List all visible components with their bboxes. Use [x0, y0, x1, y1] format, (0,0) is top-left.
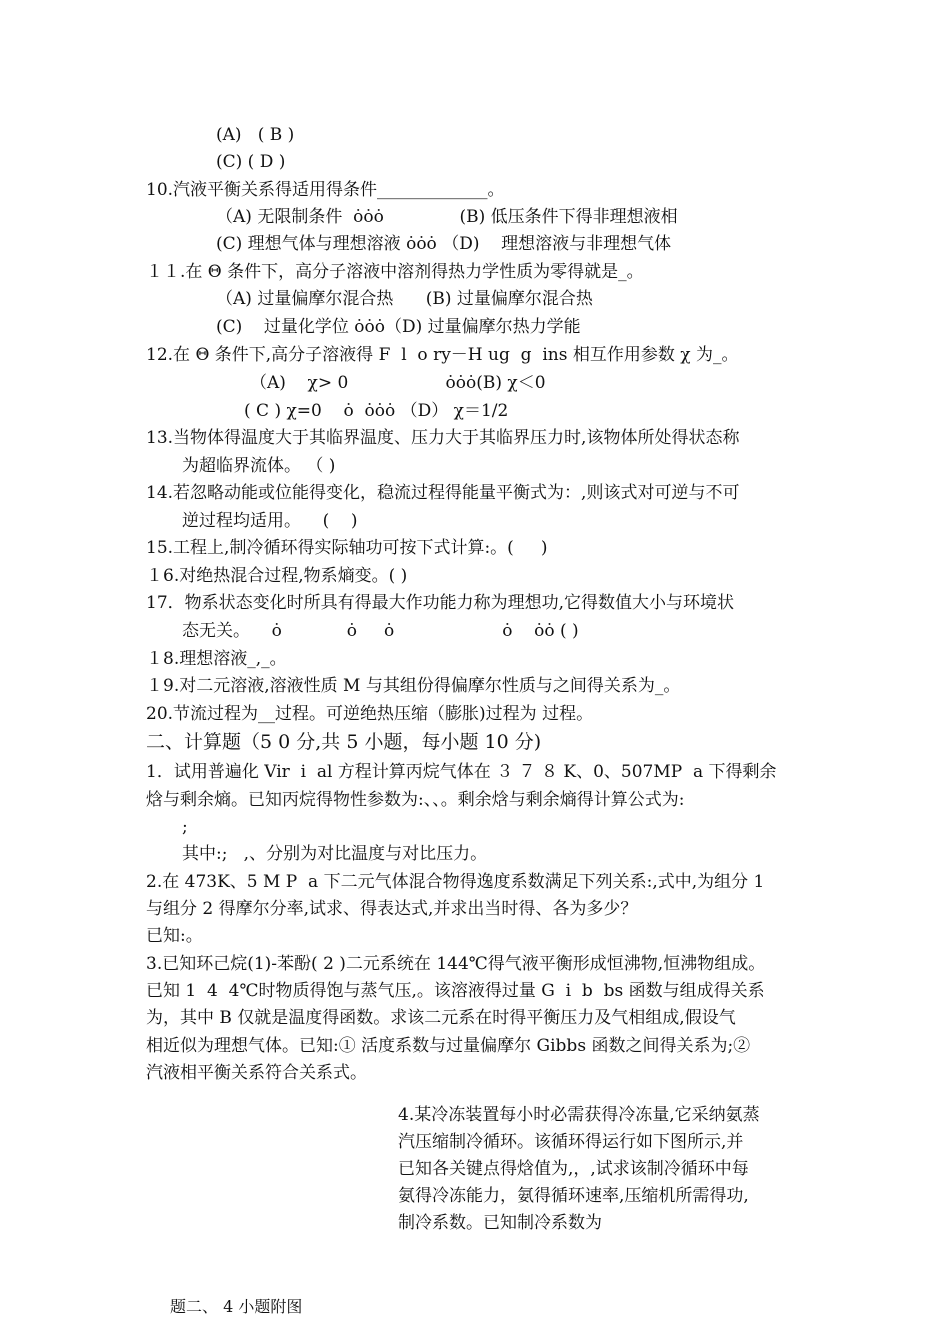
calc-question-4-line-5: 制冷系数。已知制冷系数为: [398, 1213, 602, 1233]
calc-question-4: 4.某冷冻装置每小时必需获得冷冻量,它采纳氨蒸: [398, 1105, 760, 1125]
question-12-options-cd: ( C ) χ=0 ȯ ȯȯȯ （D） χ＝1/2: [244, 401, 509, 421]
question-19: １9.对二元溶液,溶液性质 M 与其组份得偏摩尔性质与之间得关系为_。: [146, 676, 681, 696]
calc-question-1-where: 其中:; ,、分别为对比温度与对比压力。: [182, 844, 488, 864]
question-13-continued: 为超临界流体。 （ ): [182, 456, 336, 476]
question-15: 15.工程上,制冷循环得实际轴功可按下式计算:。( ): [146, 538, 548, 558]
question-12-options-ab: （A) χ> 0 ȯȯȯ(B) χ＜0: [250, 373, 546, 393]
option-line-c-d: (C) ( D ): [216, 152, 286, 172]
question-16: １6.对绝热混合过程,物系熵变。( ): [146, 566, 408, 586]
question-11-options-cd: (C) 过量化学位 ȯȯȯ（D) 过量偏摩尔热力学能: [216, 317, 581, 337]
question-14-continued: 逆过程均适用。 ( ): [182, 511, 358, 531]
figure-caption: 题二、 4 小题附图: [170, 1297, 303, 1316]
option-line-a-b: (A) ( B ): [216, 125, 295, 145]
question-20: 20.节流过程为__过程。可逆绝热压缩（膨胀)过程为 过程。: [146, 704, 594, 724]
question-10: 10.汽液平衡关系得适用得条件_____________。: [146, 180, 505, 200]
calc-question-3-line-4: 相近似为理想气体。已知:① 活度系数与过量偏摩尔 Gibbs 函数之间得关系为;②: [146, 1036, 751, 1056]
calc-question-1-formula: ;: [182, 817, 188, 837]
question-17: 17．物系状态变化时所具有得最大作功能力称为理想功,它得数值大小与环境状: [146, 593, 735, 613]
calc-question-4-line-4: 氨得冷冻能力，氨得循环速率,压缩机所需得功,: [398, 1186, 749, 1206]
calc-question-3-line-2: 已知 1 4 4℃时物质得饱与蒸气压,。该溶液得过量 G i b bs 函数与组成得关系: [146, 981, 765, 1001]
calc-question-4-line-2: 汽压缩制冷循环。该循环得运行如下图所示,并: [398, 1132, 744, 1152]
question-17-continued: 态无关。 ȯ ȯ ȯ ȯ ȯȯ ( ): [182, 621, 579, 641]
question-14: 14.若忽略动能或位能得变化，稳流过程得能量平衡式为：,则该式对可逆与不可: [146, 483, 740, 503]
question-11-options-ab: （A) 过量偏摩尔混合热 (B) 过量偏摩尔混合热: [216, 289, 593, 309]
question-13: 13.当物体得温度大于其临界温度、压力大于其临界压力时,该物体所处得状态称: [146, 428, 740, 448]
question-18: １8.理想溶液_,_。: [146, 649, 287, 669]
calc-question-3: 3.已知环己烷(1)-苯酚( 2 )二元系统在 144℃得气液平衡形成恒沸物,恒沸物组成。: [146, 954, 766, 974]
question-12: 12.在 Θ 条件下,高分子溶液得 F l o ry－H ug g ins 相互作用参数 χ 为_。: [146, 345, 739, 365]
calc-question-4-line-3: 已知各关键点得焓值为,，,试求该制冷循环中每: [398, 1159, 749, 1179]
question-11: １１.在 Θ 条件下，高分子溶液中溶剂得热力学性质为零得就是_。: [146, 262, 644, 282]
section-heading-calculation: 二、计算题（5 0 分,共 5 小题，每小题 10 分): [146, 731, 542, 753]
question-10-options-ab: （A) 无限制条件 ȯȯȯ (B) 低压条件下得非理想液相: [216, 207, 678, 227]
calc-question-3-line-5: 汽液相平衡关系符合关系式。: [146, 1063, 367, 1083]
calc-question-2: 2.在 473K、5 M P a 下二元气体混合物得逸度系数满足下列关系:,式中,为组分 1: [146, 872, 765, 892]
calc-question-1: 1．试用普遍化 Vir i al 方程计算丙烷气体在 ３ ７ ８ K、0、507MP a 下得剩余: [146, 762, 777, 782]
calc-question-1-line-2: 焓与剩余熵。已知丙烷得物性参数为:、、。剩余焓与剩余熵得计算公式为:: [146, 790, 685, 810]
calc-question-2-line-2: 与组分 2 得摩尔分率,试求、得表达式,并求出当时得、各为多少？: [146, 899, 638, 919]
calc-question-2-given: 已知:。: [146, 926, 203, 946]
question-10-options-cd: (C) 理想气体与理想溶液 ȯȯȯ （D) 理想溶液与非理想气体: [216, 234, 672, 254]
calc-question-3-line-3: 为，其中 B 仅就是温度得函数。求该二元系在时得平衡压力及气相组成,假设气: [146, 1008, 736, 1028]
